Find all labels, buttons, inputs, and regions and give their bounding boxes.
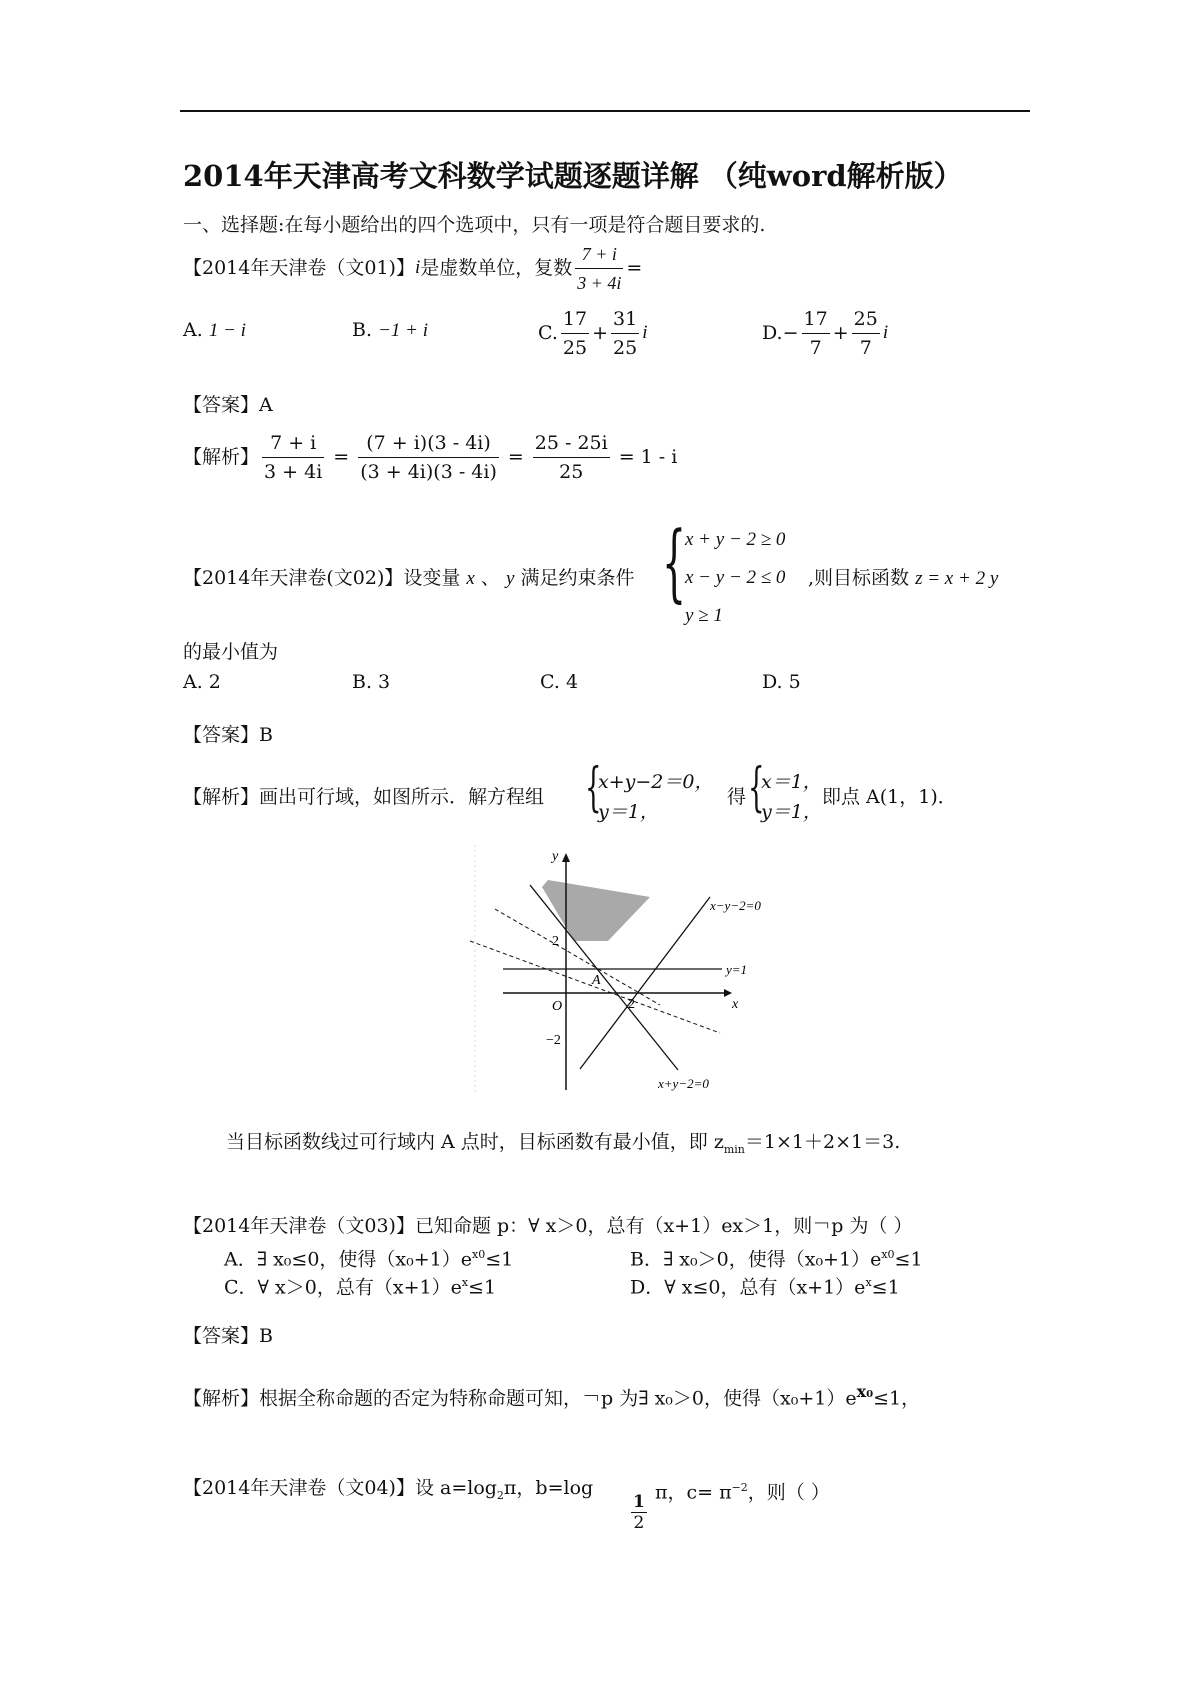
option-text: B．∃ x₀＞0，使得（x₀+1）e [630,1248,882,1271]
conclusion [226,1130,900,1162]
analysis-tag: 【解析】 [183,1387,260,1410]
equals-sign: = [626,257,643,279]
superscript: x [461,1276,469,1289]
option-c [538,305,647,361]
page-title: 2014年天津高考文科数学试题逐题详解 （纯word解析版） [183,159,963,193]
option-text: ≤1 [894,1248,923,1271]
analysis-text: ≤1， [873,1387,921,1410]
fraction-numerator: 7 + i [575,242,623,269]
option-text: D．∀ x≤0，总有（x+1）e [630,1276,866,1299]
stem-text: ,则目标函数 [808,567,910,589]
y-axis-label: y [552,849,559,864]
constraint-1: x + y − 2 ≥ 0 [685,529,786,550]
fraction [611,307,639,360]
constraint-2: x − y − 2 ≤ 0 [685,567,786,588]
fraction-denominator: 7 [859,336,872,359]
option-c: C. 4 [540,671,579,693]
analysis-text: 即点 A(1，1)． [822,786,957,808]
point-a-label: A [592,973,601,988]
fraction-denominator: 25 [613,336,638,359]
plus-sign: + [592,322,609,344]
fraction-denominator: 7 [809,336,822,359]
equals-sign: = [507,446,524,468]
conclusion-text: 当目标函数线过可行域内 A 点时，目标函数有最小值，即 z [226,1131,724,1153]
feasible-region-figure [470,845,770,1095]
superscript: x0 [881,1248,895,1261]
fraction-numerator: 31 [611,307,639,334]
analysis-text: 根据全称命题的否定为特称命题可知，￢p 为∃ x₀＞0，使得（x₀+1）e [259,1387,857,1410]
option-d [762,305,888,361]
fraction [358,431,499,484]
option-label: C. [538,322,558,344]
fraction-denominator: 25 [559,460,584,483]
objective-function: z = x + 2 y [915,568,999,589]
option-c [224,1271,496,1299]
plus-sign: + [832,322,849,344]
fraction-numerator: 25 [852,307,880,334]
option-a [183,318,246,343]
option-a: A. 2 [183,671,221,693]
answer-1: 【答案】A [183,394,273,416]
separator: 、 [480,567,500,589]
line-label: x+y−2=0 [658,1076,709,1091]
x-axis-arrow [724,989,732,997]
fraction-numerator: 1 [633,1492,645,1512]
option-value: −1 + i [378,320,428,341]
stem-text: 满足约束条件 [520,567,635,589]
result: = 1 - i [618,446,678,468]
option-d [630,1271,900,1299]
analysis-tag: 【解析】 [183,446,260,468]
stem-text: ，则（ ） [747,1481,830,1504]
fraction-denominator: (3 + 4i)(3 - 4i) [360,460,497,483]
math-var: i [414,257,421,278]
header-rule [180,110,1030,112]
fraction-numerator: 25 - 25i [533,431,610,458]
question-2-stem-tail [808,566,998,591]
fraction-denominator: 3 + 4i [577,272,622,293]
solution-eq-2: y＝1， [761,801,822,823]
analysis-text: 得 [727,786,747,808]
solution-eq-1: x＝1， [761,771,822,793]
option-value: 1 − i [208,320,246,341]
option-label: A. [183,319,203,341]
fraction-denominator: 25 [562,336,588,359]
option-b: B. 3 [352,671,391,693]
y-tick-label: −2 [546,1033,561,1048]
constraint-3: y ≥ 1 [685,605,723,626]
superscript: −2 [731,1481,748,1494]
question-4-stem-tail [655,1476,830,1504]
option-label: B. [352,319,373,341]
fraction-numerator: 17 [561,307,589,334]
option-text: ≤1 [485,1248,514,1271]
question-tag: 【2014年天津卷（文04)】 [183,1477,415,1499]
equals-sign: = [333,446,350,468]
stem-text: 设变量 [403,567,461,589]
line-label: x−y−2=0 [710,898,761,913]
fraction [802,307,830,360]
subscript: min [723,1142,745,1156]
math-var: y [505,568,515,589]
subscript: 2 [496,1488,504,1502]
analysis-3 [183,1380,920,1410]
option-text: ≤1 [468,1276,497,1299]
system-brace: { [585,758,602,818]
option-d: D. 5 [762,671,801,693]
fraction [575,242,623,295]
option-b [630,1243,923,1271]
fraction-denominator: 3 + 4i [264,460,323,483]
answer-2: 【答案】B [183,724,273,746]
question-1-stem [183,240,642,296]
analysis-tag: 【解析】 [183,786,260,808]
fraction [852,307,880,360]
option-b [352,318,428,343]
superscript: x [865,1276,872,1289]
superscript: x₀ [856,1382,874,1401]
option-label: D. [762,322,783,344]
question-tag: 【2014年天津卷（文01)】 [183,257,415,279]
analysis-text: 画出可行域，如图所示．解方程组 [259,786,545,808]
question-tag: 【2014年天津卷(文02)】 [183,567,404,589]
log-base-fraction [631,1492,647,1533]
solution-brace: { [748,758,765,818]
x-tick-label: 2 [628,997,635,1012]
fraction [561,307,589,360]
question-2-stem-end: 的最小值为 [183,641,279,663]
stem-text: 是虚数单位，复数 [420,257,573,279]
minus-sign: − [782,322,799,344]
question-2-stem [183,566,634,591]
stem-text: 设 a=log [414,1477,497,1499]
math-var: i [642,322,648,343]
analysis-1 [183,425,677,489]
system-eq-2: y＝1， [598,801,659,823]
origin-label: O [552,999,563,1014]
question-tag: 【2014年天津卷（文03)】 [183,1215,415,1237]
option-text: A．∃ x₀≤0，使得（x₀+1）e [224,1248,472,1271]
fraction-numerator: (7 + i)(3 - 4i) [358,431,499,458]
answer-3: 【答案】B [183,1325,273,1347]
system-eq-1: x+y−2＝0， [598,771,714,793]
y-axis-arrow [562,853,570,862]
stem-text: π，b=log [503,1477,594,1499]
superscript: x0 [472,1248,486,1261]
section-heading: 一、选择题:在每小题给出的四个选项中，只有一项是符合题目要求的. [183,214,766,236]
constraint-brace: { [662,513,687,611]
math-var: i [882,322,889,343]
fraction [533,431,610,484]
option-text: ≤1 [871,1276,900,1299]
question-4-stem [183,1476,593,1508]
x-axis-label: x [732,997,739,1012]
conclusion-text: ＝1×1＋2×1＝3. [744,1131,901,1153]
fraction-numerator: 17 [802,307,830,334]
option-text: C．∀ x＞0，总有（x+1）e [224,1276,462,1299]
fraction [262,431,324,484]
y-tick-label: 2 [552,934,559,949]
option-a [224,1243,513,1271]
question-3-stem [183,1214,912,1238]
fraction-denominator: 2 [633,1513,645,1533]
analysis-2 [183,785,544,809]
fraction-numerator: 7 + i [262,431,324,458]
stem-text: 已知命题 p：∀ x＞0，总有（x+1）ex＞1，则￢p 为（ ） [414,1215,913,1237]
line-label: y=1 [726,962,748,977]
feasible-region [542,880,650,941]
math-var: x [466,568,475,589]
stem-text: π，c= π [655,1481,732,1504]
